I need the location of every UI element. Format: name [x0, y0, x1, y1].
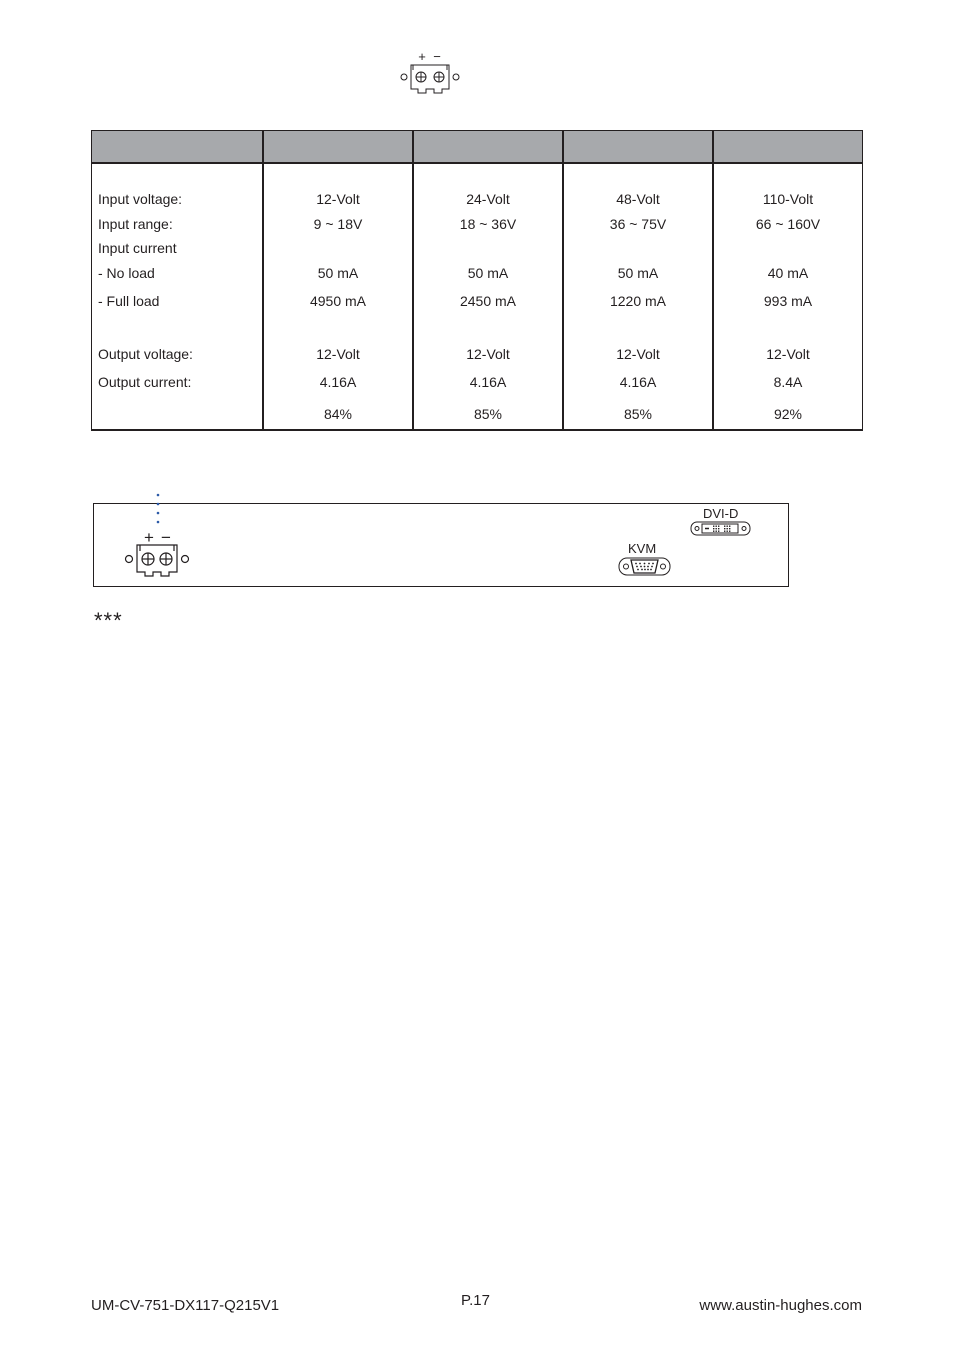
label-no-load: - No load: [98, 265, 155, 281]
cell-no-load: 50 mA: [467, 265, 509, 281]
cell-full-load: 1220 mA: [609, 293, 667, 309]
cell-output-voltage: 12-Volt: [766, 346, 810, 362]
terminal-plus-sign: +: [418, 49, 426, 64]
cell-input-voltage: 12-Volt: [316, 191, 360, 207]
label-output-current: Output current:: [98, 374, 192, 390]
column-divider: [412, 130, 414, 431]
cell-efficiency: 84%: [323, 406, 353, 422]
cell-full-load: 2450 mA: [459, 293, 517, 309]
cell-output-voltage: 12-Volt: [466, 346, 510, 362]
label-input-voltage: Input voltage:: [98, 191, 183, 207]
cell-efficiency: 85%: [473, 406, 503, 422]
cell-input-voltage: 48-Volt: [616, 191, 660, 207]
terminal-plus-sign: +: [144, 528, 154, 547]
cell-no-load: 50 mA: [317, 265, 359, 281]
cell-input-voltage: 110-Volt: [762, 191, 814, 207]
column-divider: [712, 130, 714, 431]
terminal-minus-sign: −: [161, 528, 171, 547]
cell-output-current: 4.16A: [319, 374, 357, 390]
dvi-port-label: DVI-D: [703, 506, 739, 521]
label-output-voltage: Output voltage:: [98, 346, 193, 362]
footer-doc-code: UM-CV-751-DX117-Q215V1: [91, 1297, 280, 1314]
cell-efficiency: 92%: [773, 406, 803, 422]
column-divider: [562, 130, 564, 431]
footer-page-number: P.17: [461, 1292, 490, 1309]
column-divider: [262, 130, 264, 431]
cell-efficiency: 85%: [623, 406, 653, 422]
cell-input-range: 18 ~ 36V: [459, 216, 517, 232]
kvm-port-label: KVM: [628, 541, 657, 556]
table-header-row: [91, 130, 863, 164]
dc-terminal-connector-icon: [396, 48, 466, 98]
cell-input-voltage: 24-Volt: [466, 191, 510, 207]
note-asterisks: ***: [94, 608, 123, 633]
cell-output-voltage: 12-Volt: [616, 346, 660, 362]
dvi-port-icon: [690, 520, 752, 538]
terminal-minus-sign: −: [433, 49, 441, 64]
cell-full-load: 993 mA: [763, 293, 813, 309]
cell-output-current: 4.16A: [619, 374, 657, 390]
label-full-load: - Full load: [98, 293, 160, 309]
cell-output-current: 8.4A: [773, 374, 803, 390]
cell-input-range: 36 ~ 75V: [609, 216, 667, 232]
rear-panel: [93, 503, 789, 587]
dotted-guide-line: [154, 490, 162, 530]
cell-no-load: 50 mA: [617, 265, 659, 281]
cell-output-current: 4.16A: [469, 374, 507, 390]
cell-input-range: 9 ~ 18V: [313, 216, 363, 232]
cell-input-range: 66 ~ 160V: [755, 216, 821, 232]
vga-port-icon: [618, 556, 672, 578]
footer-website[interactable]: www.austin-hughes.com: [699, 1297, 862, 1314]
label-input-current: Input current: [98, 240, 177, 256]
label-input-range: Input range:: [98, 216, 173, 232]
cell-output-voltage: 12-Volt: [316, 346, 360, 362]
cell-no-load: 40 mA: [767, 265, 809, 281]
cell-full-load: 4950 mA: [309, 293, 367, 309]
power-terminal-icon: [120, 526, 196, 580]
